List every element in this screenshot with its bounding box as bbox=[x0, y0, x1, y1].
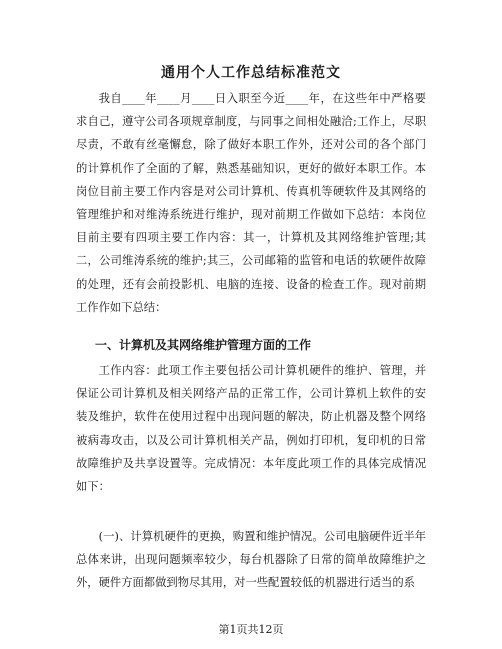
hardware-paragraph: (一)、计算机硬件的更换，购置和维护情况。公司电脑硬件近半年总体来讲，出现问题频率较少，每台机器除了日常的简单故障维护之外，硬件方面都做到物尽其用，对一些配置较低的机器进行适当的系 bbox=[76, 530, 426, 590]
work-content-paragraph: 工作内容：此项工作主要包括公司计算机硬件的维护、管理，并保证公司计算机及相关网络产品的正常工作，公司计算机上软件的安装及维护，软件在使用过程中出现问题的解决，防止机器及整个网络被病毒攻击，以及公司计算机相关产品，例如打印机，复印机的日常故障维护及共享设置等。完成情况：本年度此项工作的具体完成情况如下： bbox=[76, 364, 426, 494]
section-heading: 一、计算机及其网络维护管理方面的工作 bbox=[95, 338, 312, 352]
page-number-footer: 第1页共12页 bbox=[218, 623, 284, 636]
intro-paragraph: 我自____年____月____日入职至今近____年，在这些年中严格要求自己，遵守公司各项规章制度，与同事之间相处融洽;工作上，尽职尽责，不敢有丝毫懈怠，除了做好本职工作外，还对公司的各个部门的计算机作了全面的了解，熟悉基础知识，更好的做好本职工作。本岗位目前主要工作内容是对公司计算机、传真机等硬软件及其网络的管理维护和对维涛系统进行维护，现对前期工作做如下总结：本岗位目前主要有四项主要工作内容：其一，计算机及其网络维护管理;其二，公司维涛系统的维护;其三，公司邮箱的监管和电话的软硬件故障的处理，还有会前投影机、电脑的连接、设备的检查工作。现对前期工作作如下总结： bbox=[76, 92, 426, 314]
document-title: 通用个人工作总结标准范文 bbox=[161, 65, 341, 81]
